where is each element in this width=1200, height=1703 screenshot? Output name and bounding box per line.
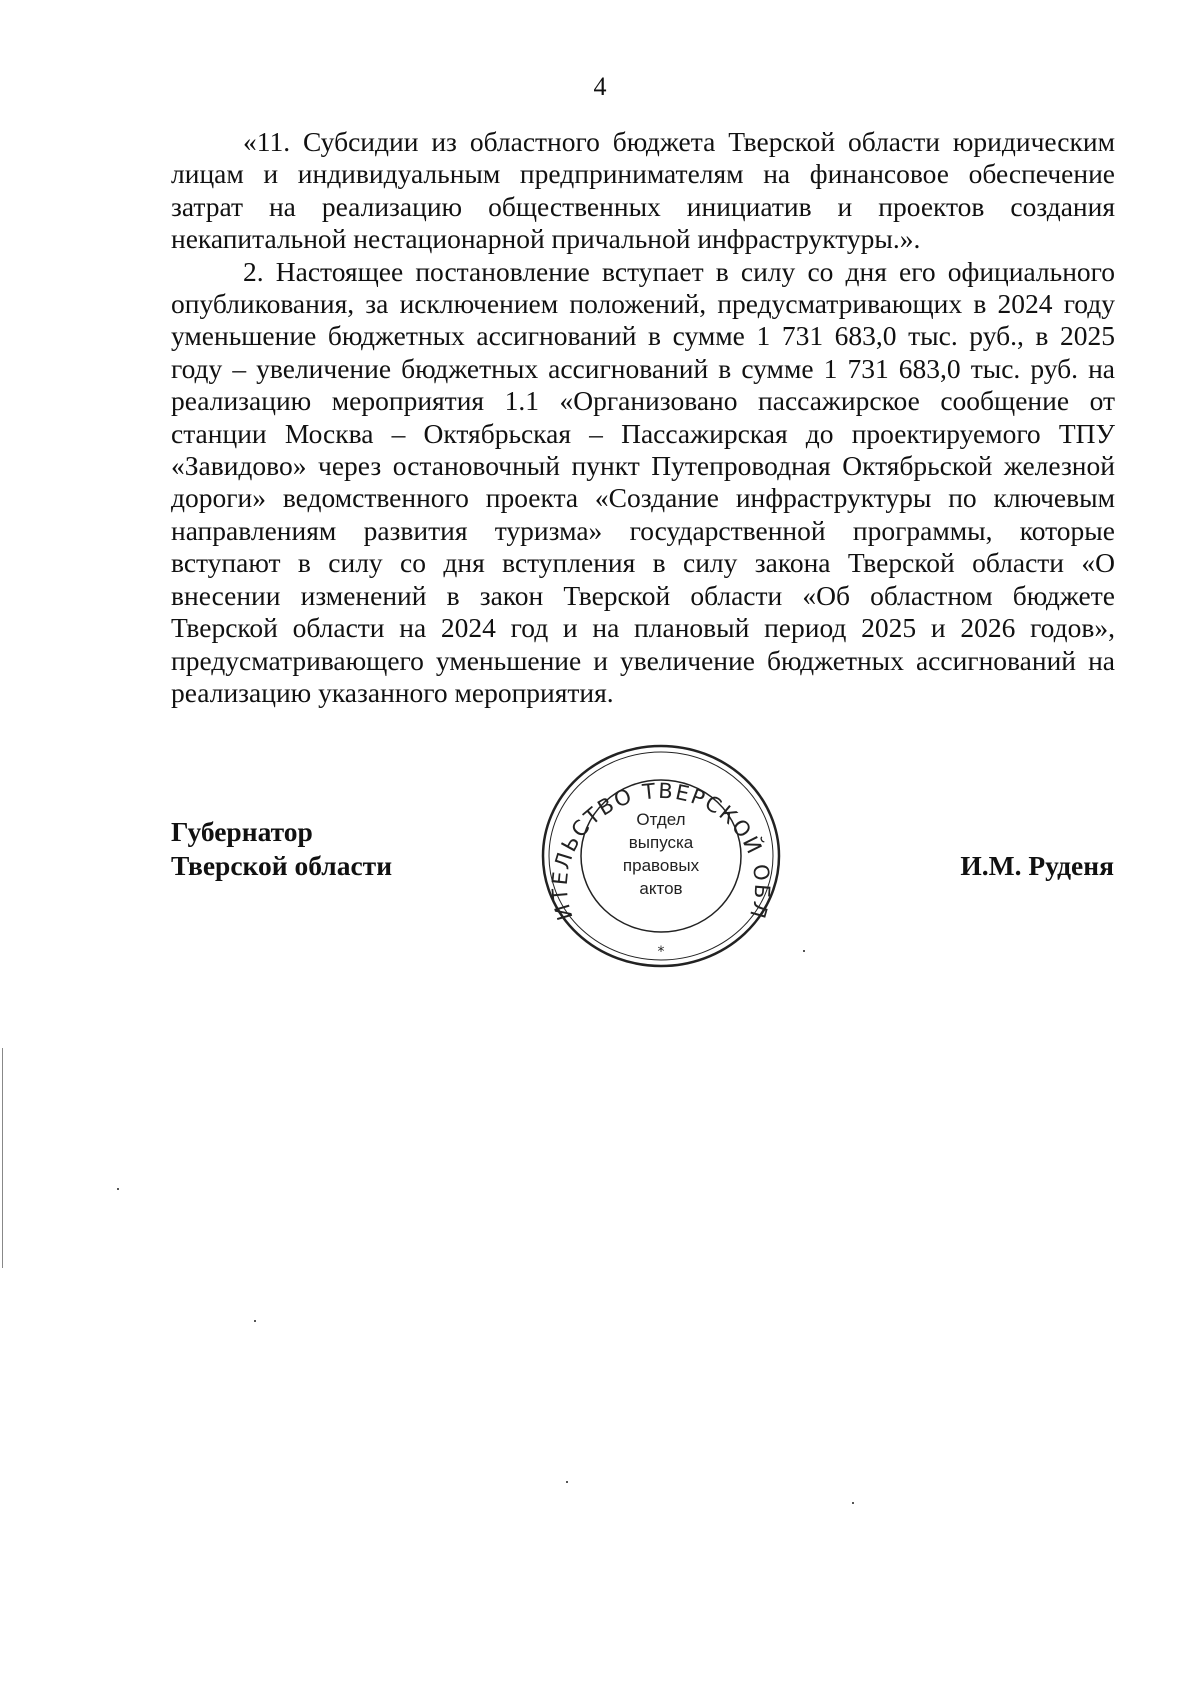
official-stamp [538,742,784,970]
stamp-center-line: актов [639,879,683,898]
scan-dot [117,1188,119,1190]
stamp-center-line: правовых [622,856,700,875]
scan-dot [254,1320,256,1322]
stamp-center-line: выпуска [628,833,694,852]
signature-position-line1: Губернатор [171,816,313,847]
scan-dot [566,1481,568,1483]
stamp-center-line: Отдел [636,810,686,829]
stamp-ring-text: ИТЕЛЬСТВО ТВЕРСКОЙ ОБЛ [547,778,775,924]
paragraph-item-11: «11. Субсидии из областного бюджета Тверской области юридическим лицам и индивидуальным предпринимателям на финансовое обеспечение затрат на реализацию общественных инициатив и проектов создания некапитальной нестационарной причальной инфраструктуры.». [171,126,1115,255]
document-body [171,126,1115,709]
scan-dot [803,950,805,952]
scan-edge-line [2,1048,3,1268]
signature-name: И.М. Руденя [960,850,1114,881]
signature-position [171,815,392,883]
page-number: 4 [593,72,607,101]
stamp-star: * [657,944,665,960]
scan-dot [852,1502,854,1504]
stamp-center-text [538,808,784,900]
signature-position-line2: Тверской области [171,850,393,881]
paragraph-item-2: 2. Настоящее постановление вступает в силу со дня его официального опубликования, за исключением положений, предусматривающих в 2024 году уменьшение бюджетных ассигнований в сумме 1 731 683,0 тыс. руб., в 2025 году – увеличение бюджетных ассигнований в сумме 1 731 683,0 тыс. руб. на реализацию мероприятия 1.1 «Организовано пассажирское сообщение от станции Москва – Октябрьская – Пассажирская до проектируемого ТПУ «Завидово» через остановочный пункт Путепроводная Октябрьской железной дороги» ведомственного проекта «Создание инфраструктуры по ключевым направлениям развития туризма» государственной программы, которые вступают в силу со дня вступления в силу закона Тверской области «О внесении изменений в закон Тверской области «Об областном бюджете Тверской области на 2024 год и на плановый период 2025 и 2026 годов», предусматривающего уменьшение и увеличение бюджетных ассигнований на реализацию указанного мероприятия. [171,255,1115,708]
